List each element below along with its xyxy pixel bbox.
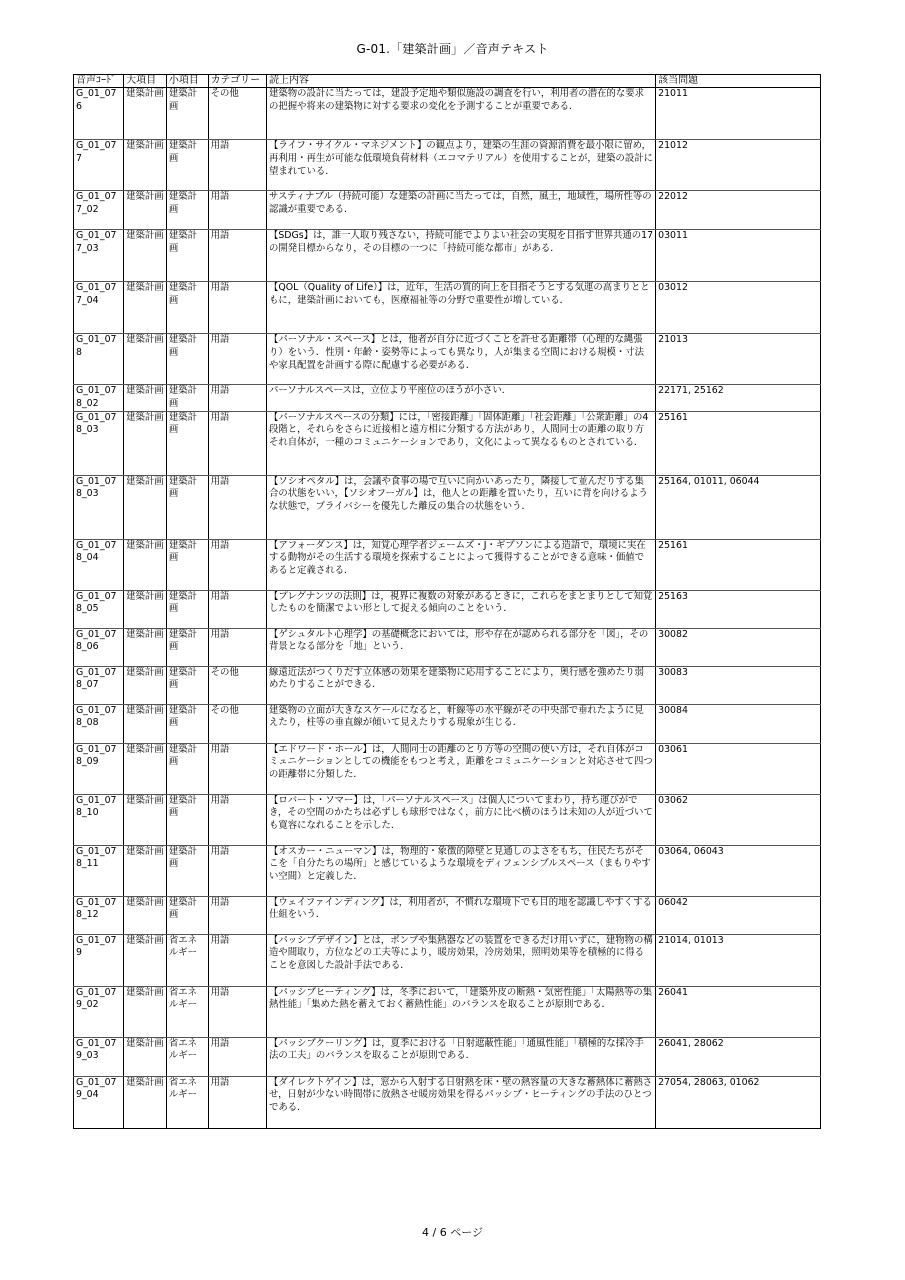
cell-text: 【パッシブデザイン】とは，ポンプや集熱器などの装置をできるだけ用いずに，建物物の構造や間取り，方位などの工夫等により，暖房効果，冷房効果，照明効果等を積極的に得ることを意図した設計手法である． — [266, 934, 655, 986]
cell-category: その他 — [208, 666, 266, 704]
cell-major: 建築計画 — [124, 743, 167, 794]
cell-minor: 建築計画 — [166, 539, 208, 590]
table-row — [74, 88, 821, 140]
header-major: 大項目 — [124, 75, 167, 88]
table-row — [74, 385, 821, 412]
table-row — [74, 896, 821, 934]
cell-code: G_01_078_02 — [74, 385, 124, 412]
cell-major: 建築計画 — [124, 475, 167, 539]
voice-text-table — [73, 74, 821, 1129]
cell-questions: 26041, 28062 — [656, 1037, 821, 1076]
cell-category: 用語 — [208, 934, 266, 986]
cell-text: 【パーソナル・スペース】とは，他者が自分に近づくことを許せる距離帯（心理的な縄張り）をいう．性別・年齢・姿勢等によっても異なり，人が集まる空間における規模・寸法や家具配置を計画する際に配慮する必要がある． — [266, 334, 655, 385]
table-row — [74, 230, 821, 282]
cell-category: 用語 — [208, 1076, 266, 1128]
table-row — [74, 704, 821, 743]
cell-code: G_01_078_07 — [74, 666, 124, 704]
table-row — [74, 140, 821, 191]
cell-category: 用語 — [208, 191, 266, 230]
table-row — [74, 794, 821, 845]
cell-minor: 建築計画 — [166, 140, 208, 191]
cell-category: 用語 — [208, 628, 266, 666]
cell-category: 用語 — [208, 385, 266, 412]
cell-category: 用語 — [208, 1037, 266, 1076]
cell-questions: 22171, 25162 — [656, 385, 821, 412]
cell-major: 建築計画 — [124, 845, 167, 896]
cell-major: 建築計画 — [124, 628, 167, 666]
cell-code: G_01_078_12 — [74, 896, 124, 934]
cell-text: 【パーソナルスペースの分類】には，「密接距離」「固体距離」「社会距離」「公衆距離」の4段階と，それらをさらに近接相と遠方相に分類する方法があり，人間同士の距離の取り方それ自体が，一種のコミュニケーションであり，文化によって異なるものとされている． — [266, 411, 655, 475]
table-row — [74, 1037, 821, 1076]
table-row — [74, 1076, 821, 1128]
cell-category: 用語 — [208, 334, 266, 385]
cell-text: 【エドワード・ホール】は，人間同士の距離のとり方等の空間の使い方は，それ自体がコミュニケーションとしての機能をもつと考え，距離をコミュニケーションと対応させて四つの距離帯に分類した． — [266, 743, 655, 794]
cell-minor: 建築計画 — [166, 411, 208, 475]
cell-category: 用語 — [208, 282, 266, 334]
cell-major: 建築計画 — [124, 230, 167, 282]
cell-text: 【SDGs】は，誰一人取り残さない，持続可能でよりよい社会の実現を目指す世界共通の17の開発目標からなり，その目標の一つに「持続可能な都市」がある． — [266, 230, 655, 282]
cell-text: 【アフォーダンス】は，知覚心理学者ジェームズ・J・ギブソンによる造語で，環境に実在する動物がその生活する環境を探索することによって獲得することができる意味・価値であると定義される． — [266, 539, 655, 590]
cell-major: 建築計画 — [124, 666, 167, 704]
cell-text: 【ソシオペタル】は，会議や食事の場で互いに向かいあったり，隣接して並んだりする集合の状態をいい，【ソシオフーガル】は，他人との距離を置いたり，互いに背を向けるような状態で，プライバシーを優先した離反の集合の状態をいう． — [266, 475, 655, 539]
cell-questions: 06042 — [656, 896, 821, 934]
cell-minor: 省エネルギー — [166, 1076, 208, 1128]
table-row — [74, 934, 821, 986]
cell-questions: 03011 — [656, 230, 821, 282]
table-row — [74, 539, 821, 590]
cell-code: G_01_079_02 — [74, 986, 124, 1037]
cell-category: 用語 — [208, 794, 266, 845]
cell-category: 用語 — [208, 896, 266, 934]
table-row — [74, 845, 821, 896]
cell-questions: 03062 — [656, 794, 821, 845]
cell-code: G_01_077 — [74, 140, 124, 191]
header-minor: 小項目 — [166, 75, 208, 88]
cell-major: 建築計画 — [124, 896, 167, 934]
cell-code: G_01_077_04 — [74, 282, 124, 334]
cell-text: 【ウェイファインディング】は，利用者が，不慣れな環境下でも目的地を認識しやすくする仕組をいう． — [266, 896, 655, 934]
cell-text: 【パッシブクーリング】は，夏季における「日射遮蔽性能」「通風性能」「積極的な採冷手法の工夫」のバランスを取ることが原則である． — [266, 1037, 655, 1076]
table-row — [74, 590, 821, 628]
cell-code: G_01_078_08 — [74, 704, 124, 743]
cell-minor: 建築計画 — [166, 896, 208, 934]
cell-questions: 25161 — [656, 539, 821, 590]
cell-questions: 25161 — [656, 411, 821, 475]
cell-minor: 省エネルギー — [166, 986, 208, 1037]
cell-category: 用語 — [208, 590, 266, 628]
cell-category: その他 — [208, 88, 266, 140]
table-row — [74, 743, 821, 794]
cell-minor: 建築計画 — [166, 794, 208, 845]
cell-major: 建築計画 — [124, 1037, 167, 1076]
cell-major: 建築計画 — [124, 934, 167, 986]
cell-category: 用語 — [208, 845, 266, 896]
cell-questions: 21014, 01013 — [656, 934, 821, 986]
cell-questions: 30084 — [656, 704, 821, 743]
cell-major: 建築計画 — [124, 986, 167, 1037]
cell-category: 用語 — [208, 140, 266, 191]
cell-text: 【ライフ・サイクル・マネジメント】の観点より，建築の生涯の資源消費を最小限に留め，再利用・再生が可能な低環境負荷材料（エコマテリアル）を使用することが，建築の設計に望まれている． — [266, 140, 655, 191]
table-row — [74, 191, 821, 230]
cell-minor: 建築計画 — [166, 282, 208, 334]
cell-questions: 30082 — [656, 628, 821, 666]
header-category: カテゴリー — [208, 75, 266, 88]
cell-major: 建築計画 — [124, 385, 167, 412]
cell-text: 建築物の立面が大きなスケールになると，軒線等の水平線がその中央部で垂れたように見えたり，柱等の垂直線が傾いて見えたりする現象が生じる． — [266, 704, 655, 743]
cell-questions: 25164, 01011, 06044 — [656, 475, 821, 539]
cell-text: 線遠近法がつくりだす立体感の効果を建築物に応用することにより，奥行感を強めたり弱めたりすることができる． — [266, 666, 655, 704]
page-number: 4 / 6 ページ — [422, 1226, 483, 1239]
cell-questions: 26041 — [656, 986, 821, 1037]
cell-questions: 22012 — [656, 191, 821, 230]
cell-minor: 建築計画 — [166, 743, 208, 794]
cell-major: 建築計画 — [124, 191, 167, 230]
cell-major: 建築計画 — [124, 411, 167, 475]
cell-category: 用語 — [208, 986, 266, 1037]
cell-questions: 21011 — [656, 88, 821, 140]
cell-text: サスティナブル（持続可能）な建築の計画に当たっては，自然，風土，地域性，場所性等の認識が重要である． — [266, 191, 655, 230]
cell-category: その他 — [208, 704, 266, 743]
cell-major: 建築計画 — [124, 140, 167, 191]
cell-text: 【ロバート・ソマー】は，「パーソナルスペース」は個人についてまわり，持ち運びができ，その空間のかたちは必ずしも球形ではなく，前方に比べ横のほうは未知の人が近づいても寛容になれることを示した． — [266, 794, 655, 845]
cell-code: G_01_079 — [74, 934, 124, 986]
cell-code: G_01_078_03 — [74, 411, 124, 475]
cell-code: G_01_079_04 — [74, 1076, 124, 1128]
cell-code: G_01_078_05 — [74, 590, 124, 628]
cell-minor: 建築計画 — [166, 385, 208, 412]
cell-category: 用語 — [208, 539, 266, 590]
cell-text: 【パッシブヒーティング】は，冬季において，「建築外皮の断熱・気密性能」「太陽熱等の集熱性能」「集めた熱を蓄えておく蓄熱性能」のバランスを取ることが原則である． — [266, 986, 655, 1037]
header-code: 音声ｺｰﾄﾞ — [74, 75, 124, 88]
table-row — [74, 334, 821, 385]
cell-text: 【ゲシュタルト心理学】の基礎概念においては，形や存在が認められる部分を「図」，その背景となる部分を「地」という． — [266, 628, 655, 666]
cell-questions: 03012 — [656, 282, 821, 334]
cell-questions: 03061 — [656, 743, 821, 794]
cell-code: G_01_076 — [74, 88, 124, 140]
cell-code: G_01_079_03 — [74, 1037, 124, 1076]
cell-major: 建築計画 — [124, 334, 167, 385]
cell-text: 建築物の設計に当たっては，建設予定地や類似施設の調査を行い，利用者の潜在的な要求の把握や将来の建築物に対する要求の変化を予測することが重要である． — [266, 88, 655, 140]
cell-category: 用語 — [208, 411, 266, 475]
table-header-row — [74, 75, 821, 88]
cell-questions: 03064, 06043 — [656, 845, 821, 896]
cell-major: 建築計画 — [124, 1076, 167, 1128]
cell-text: 【QOL（Quality of Life）】は，近年，生活の質的向上を目指そうとする気運の高まりとともに，建築計画においても，医療福祉等の分野で重要性が増している． — [266, 282, 655, 334]
cell-minor: 建築計画 — [166, 628, 208, 666]
cell-minor: 建築計画 — [166, 334, 208, 385]
table-row — [74, 411, 821, 475]
table-row — [74, 986, 821, 1037]
cell-code: G_01_077_03 — [74, 230, 124, 282]
cell-minor: 省エネルギー — [166, 1037, 208, 1076]
cell-major: 建築計画 — [124, 794, 167, 845]
cell-code: G_01_078_04 — [74, 539, 124, 590]
cell-code: G_01_078_10 — [74, 794, 124, 845]
table-row — [74, 282, 821, 334]
header-questions: 該当問題 — [656, 75, 821, 88]
table-row — [74, 475, 821, 539]
cell-code: G_01_078 — [74, 334, 124, 385]
cell-minor: 省エネルギー — [166, 934, 208, 986]
cell-questions: 21012 — [656, 140, 821, 191]
cell-code: G_01_078_09 — [74, 743, 124, 794]
table-row — [74, 628, 821, 666]
header-text: 読上内容 — [266, 75, 655, 88]
cell-minor: 建築計画 — [166, 704, 208, 743]
cell-questions: 30083 — [656, 666, 821, 704]
cell-text: 【オスカー・ニューマン】は，物理的・象徴的障壁と見通しのよさをもち，住民たちがそこを「自分たちの場所」と感じているような環境をディフェンシブルスペース（まもりやすい空間）と定義した． — [266, 845, 655, 896]
cell-major: 建築計画 — [124, 282, 167, 334]
cell-code: G_01_077_02 — [74, 191, 124, 230]
cell-code: G_01_078_11 — [74, 845, 124, 896]
document-title: G-01.「建築計画」／音声テキスト — [356, 42, 549, 56]
cell-major: 建築計画 — [124, 88, 167, 140]
cell-text: 【ダイレクトゲイン】は，窓から入射する日射熱を床・壁の熱容量の大きな蓄熱体に蓄熱させ，日射が少ない時間帯に放熱させ暖房効果を得るパッシブ・ヒーティングの手法のひとつである． — [266, 1076, 655, 1128]
cell-category: 用語 — [208, 475, 266, 539]
cell-minor: 建築計画 — [166, 230, 208, 282]
cell-code: G_01_078_06 — [74, 628, 124, 666]
cell-text: パーソナルスペースは，立位より平座位のほうが小さい． — [266, 385, 655, 412]
cell-minor: 建築計画 — [166, 191, 208, 230]
cell-questions: 25163 — [656, 590, 821, 628]
cell-minor: 建築計画 — [166, 590, 208, 628]
cell-category: 用語 — [208, 230, 266, 282]
cell-minor: 建築計画 — [166, 475, 208, 539]
cell-text: 【プレグナンツの法則】は，視界に複数の対象があるときに，これらをまとまりとして知覚したものを簡潔でよい形として捉える傾向のことをいう． — [266, 590, 655, 628]
table-row — [74, 666, 821, 704]
cell-questions: 21013 — [656, 334, 821, 385]
cell-minor: 建築計画 — [166, 88, 208, 140]
cell-minor: 建築計画 — [166, 845, 208, 896]
cell-questions: 27054, 28063, 01062 — [656, 1076, 821, 1128]
cell-major: 建築計画 — [124, 590, 167, 628]
cell-minor: 建築計画 — [166, 666, 208, 704]
cell-major: 建築計画 — [124, 704, 167, 743]
cell-code: G_01_078_03 — [74, 475, 124, 539]
cell-category: 用語 — [208, 743, 266, 794]
cell-major: 建築計画 — [124, 539, 167, 590]
